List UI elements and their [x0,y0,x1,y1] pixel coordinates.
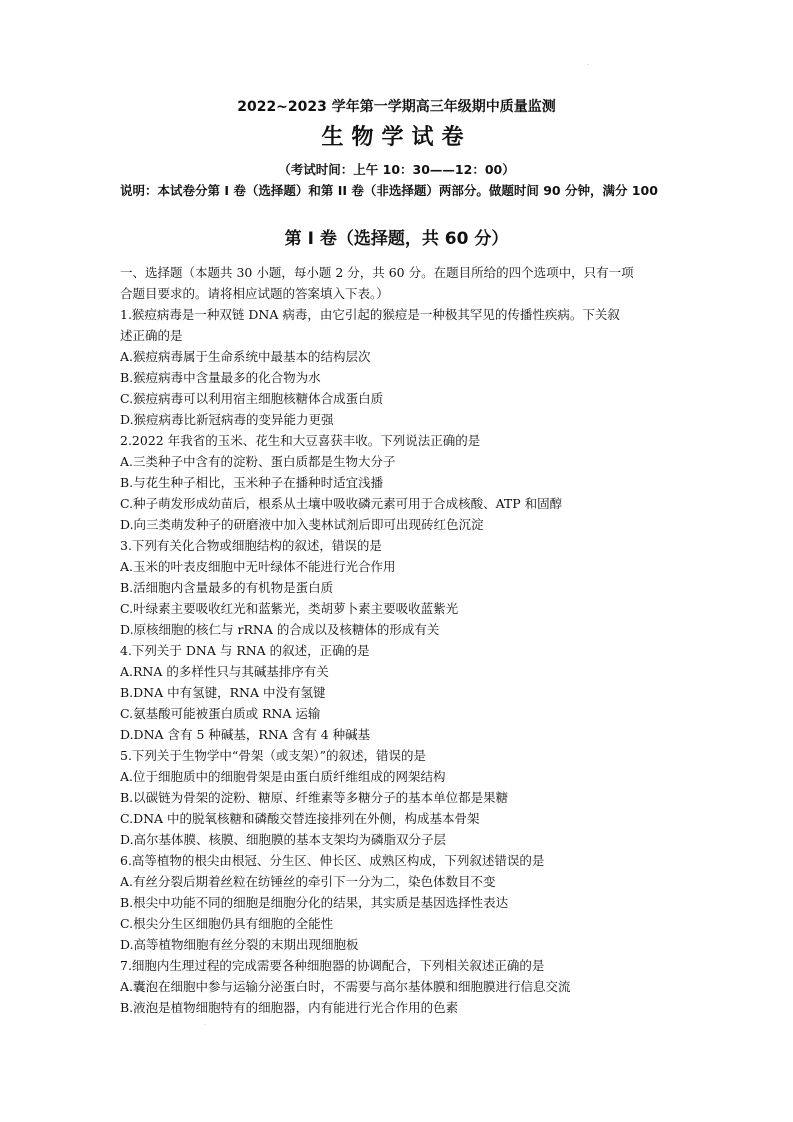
section-title: 第 I 卷（选择题，共 60 分） [284,229,509,249]
text-line: D.高等植物细胞有丝分裂的末期出现细胞板 [120,937,359,952]
exam-time: （考试时间：上午 10：30——12：00） [278,162,515,177]
text-line: 2.2022 年我省的玉米、花生和大豆喜获丰收。下列说法正确的是 [120,433,481,448]
text-line: C.氨基酸可能被蛋白质或 RNA 运输 [120,706,321,721]
text-line: C.种子萌发形成幼苗后，根系从土壤中吸收磷元素可用于合成核酸、ATP 和固醇 [120,496,563,511]
text-line: B.根尖中功能不同的细胞是细胞分化的结果，其实质是基因选择性表达 [120,895,509,910]
text-line: 一、选择题（本题共 30 小题，每小题 2 分，共 60 分。在题目所给的四个选项中，只有一项 [120,265,634,280]
text-line: 1.猴痘病毒是一种双链 DNA 病毒，由它引起的猴痘是一种极其罕见的传播性疾病。下关叙 [120,307,620,322]
text-line: A.玉米的叶表皮细胞中无叶绿体不能进行光合作用 [120,559,396,574]
text-line: D.高尔基体膜、核膜、细胞膜的基本支架均为磷脂双分子层 [120,832,447,847]
text-line: A.囊泡在细胞中参与运输分泌蛋白时，不需要与高尔基体膜和细胞膜进行信息交流 [120,979,571,994]
text-line: 5.下列关于生物学中“骨架（或支架）”的叙述，错误的是 [120,748,426,763]
text-line: C.根尖分生区细胞仍具有细胞的全能性 [120,916,334,931]
text-line: B.DNA 中有氢键，RNA 中没有氢键 [120,685,326,700]
exam-instructions: 说明：本试卷分第 I 卷（选择题）和第 II 卷（非选择题）两部分。做题时间 90 分钟，满分 100 [120,183,658,198]
subject-title: 生物学试卷 [321,124,472,150]
text-line: C.DNA 中的脱氧核糖和磷酸交替连接排列在外侧，构成基本骨架 [120,811,480,826]
page-speck: · [204,1022,206,1029]
text-line: 7.细胞内生理过程的完成需要各种细胞器的协调配合，下列相关叙述正确的是 [120,958,545,973]
text-line: 6.高等植物的根尖由根冠、分生区、伸长区、成熟区构成，下列叙述错误的是 [120,853,545,868]
text-line: D.猴痘病毒比新冠病毒的变异能力更强 [120,412,334,427]
text-line: A.RNA 的多样性只与其碱基排序有关 [120,664,329,679]
text-line: 合题目要求的。请将相应试题的答案填入下表。） [120,286,389,301]
text-line: 4.下列关于 DNA 与 RNA 的叙述，正确的是 [120,643,370,658]
text-line: B.以碳链为骨架的淀粉、糖原、纤维素等多糖分子的基本单位都是果糖 [120,790,509,805]
text-line: C.叶绿素主要吸收红光和蓝紫光，类胡萝卜素主要吸收蓝紫光 [120,601,459,616]
text-line: B.液泡是植物细胞特有的细胞器，内有能进行光合作用的色素 [120,1000,459,1015]
text-line: B.与花生种子相比，玉米种子在播种时适宜浅播 [120,475,384,490]
text-line: A.猴痘病毒属于生命系统中最基本的结构层次 [120,349,371,364]
text-line: A.位于细胞质中的细胞骨架是由蛋白质纤维组成的网架结构 [120,769,446,784]
text-line: B.猴痘病毒中含量最多的化合物为水 [120,370,321,385]
text-line: D.原核细胞的核仁与 rRNA 的合成以及核糖体的形成有关 [120,622,440,637]
text-line: B.活细胞内含量最多的有机物是蛋白质 [120,580,334,595]
text-line: D.向三类萌发种子的研磨液中加入斐林试剂后即可出现砖红色沉淀 [120,517,484,532]
text-line: A.三类种子中含有的淀粉、蛋白质都是生物大分子 [120,454,396,469]
text-line: A.有丝分裂后期着丝粒在纺锤丝的牵引下一分为二，染色体数目不变 [120,874,496,889]
text-line: 3.下列有关化合物或细胞结构的叙述，错误的是 [120,538,382,553]
question-body [120,262,682,1018]
exam-title: 2022~2023 学年第一学期高三年级期中质量监测 [237,99,556,115]
page-speck: · [587,62,589,69]
text-line: D.DNA 含有 5 种碱基，RNA 含有 4 种碱基 [120,727,371,742]
text-line: 述正确的是 [120,328,183,343]
text-line: C.猴痘病毒可以利用宿主细胞核糖体合成蛋白质 [120,391,384,406]
